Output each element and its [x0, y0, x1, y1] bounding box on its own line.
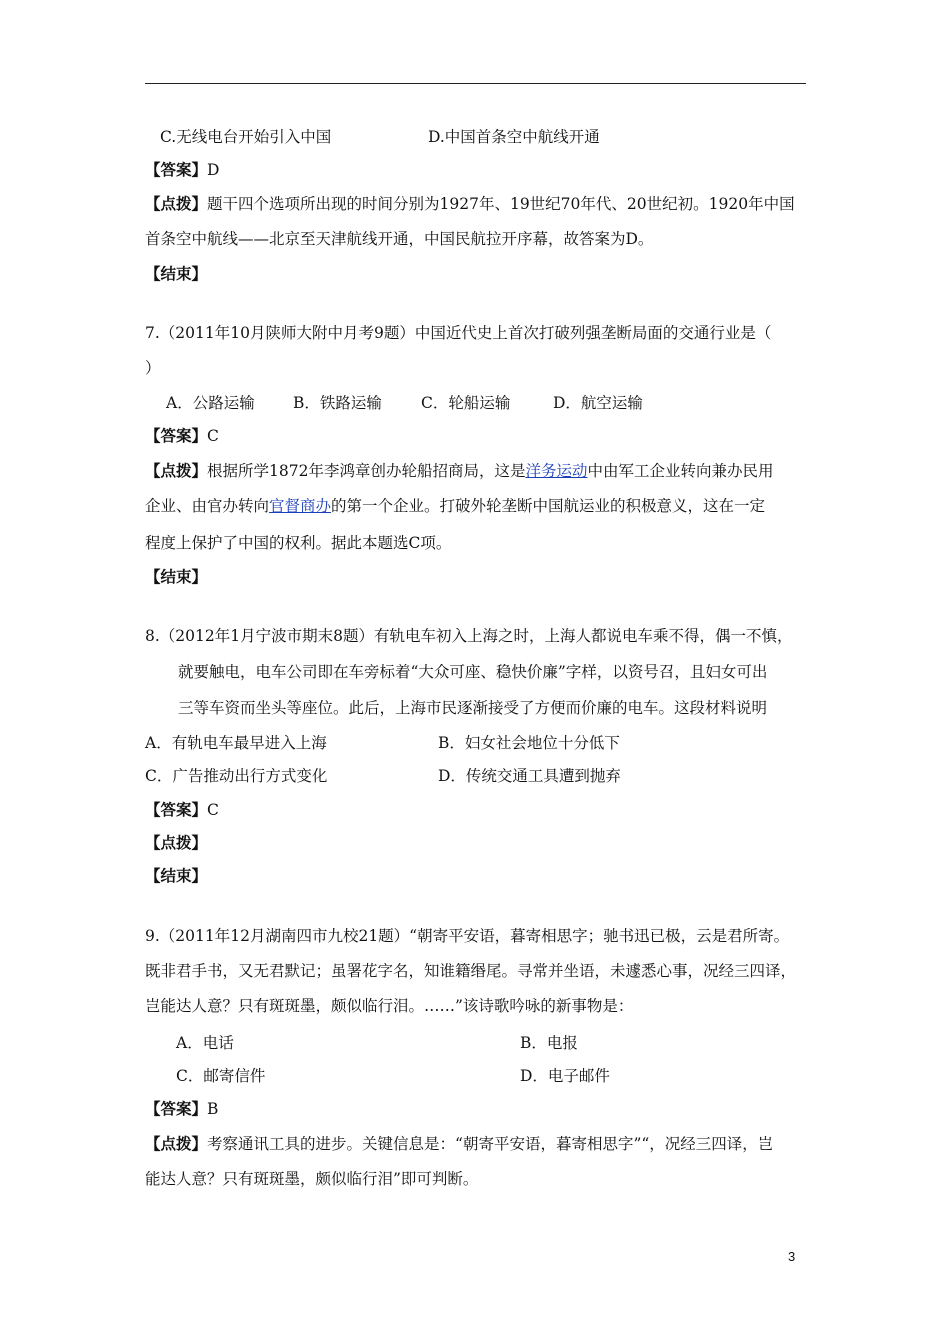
- q6-end-tag: 【结束】: [145, 264, 208, 283]
- answer-value: C: [207, 801, 219, 819]
- q9-stem-line-2: 既非君手书，又无君默记；虽署花字名，知谁籍缗尾。寻常并坐语，未遽悉心事，况经三四译，: [145, 962, 797, 980]
- link-yangwu-movement[interactable]: 洋务运动: [525, 462, 588, 480]
- q8-stem-line-3: 三等车资而坐头等座位。此后，上海市民逐渐接受了方便而价廉的电车。这段材料说明: [178, 699, 768, 717]
- hint-text: 企业、由官办转向: [145, 497, 270, 515]
- q8-option-c: C．广告推动出行方式变化: [145, 767, 328, 785]
- q8-stem-line-1: 8.（2012年1月宁波市期末8题）有轨电车初入上海之时，上海人都说电车乘不得，偶一不慎，: [145, 627, 793, 645]
- hint-text: 根据所学1872年李鸿章创办轮船招商局，这是: [207, 462, 526, 480]
- q6-answer: [145, 160, 219, 180]
- q6-hint-line-1: [145, 194, 795, 214]
- answer-tag: 【答案】: [145, 1099, 208, 1118]
- q7-hint-line-3: 程度上保护了中国的权利。据此本题选C项。: [145, 534, 452, 552]
- page-number: 3: [788, 1249, 796, 1264]
- answer-value: C: [207, 427, 219, 445]
- answer-tag: 【答案】: [145, 426, 208, 445]
- q7-option-b: B．铁路运输: [293, 394, 382, 412]
- q9-hint-line-1: [145, 1134, 773, 1154]
- hint-text: 题干四个选项所出现的时间分别为1927年、19世纪70年代、20世纪初。1920年中国: [207, 195, 795, 213]
- q8-option-b: B．妇女社会地位十分低下: [438, 734, 620, 752]
- q7-stem-line-1: 7.（2011年10月陕师大附中月考9题）中国近代史上首次打破列强垄断局面的交通行业是（: [145, 324, 772, 342]
- q7-stem-line-2: ）: [145, 359, 161, 377]
- q7-hint-line-2: [145, 496, 765, 516]
- q9-answer: [145, 1099, 218, 1119]
- q9-stem-line-3: 岂能达人意？只有斑斑墨，颇似临行泪。……”该诗歌吟咏的新事物是：: [145, 997, 634, 1015]
- q8-option-d: D．传统交通工具遭到抛弃: [438, 767, 621, 785]
- q6-option-c: C.无线电台开始引入中国: [160, 128, 332, 146]
- link-guandu-shangban[interactable]: 官督商办: [269, 497, 332, 515]
- hint-text: 考察通讯工具的进步。关键信息是：“朝寄平安语，暮寄相思字”“，况经三四译，岂: [207, 1135, 774, 1153]
- q9-stem-line-1: 9.（2011年12月湖南四市九校21题）“朝寄平安语，暮寄相思字；驰书迅已极，云是君所寄。: [145, 927, 790, 945]
- header-rule: [145, 83, 806, 84]
- answer-value: B: [207, 1100, 219, 1118]
- q8-stem-line-2: 就要触电，电车公司即在车旁标着“大众可座、稳快价廉”字样，以资号召，且妇女可出: [178, 663, 768, 681]
- q9-option-c: C．邮寄信件: [176, 1067, 266, 1085]
- q6-hint-line-2: 首条空中航线——北京至天津航线开通，中国民航拉开序幕，故答案为D。: [145, 230, 654, 248]
- hint-text: 的第一个企业。打破外轮垄断中国航运业的积极意义，这在一定: [331, 497, 766, 515]
- answer-tag: 【答案】: [145, 800, 208, 819]
- q8-hint-tag: 【点拨】: [145, 833, 208, 852]
- q7-answer: [145, 426, 219, 446]
- q7-option-c: C．轮船运输: [421, 394, 511, 412]
- hint-text: 中由军工企业转向兼办民用: [587, 462, 774, 480]
- hint-tag: 【点拨】: [145, 194, 208, 213]
- q9-option-a: A．电话: [176, 1034, 234, 1052]
- q9-option-d: D．电子邮件: [520, 1067, 610, 1085]
- q7-end-tag: 【结束】: [145, 567, 208, 586]
- q7-hint-line-1: [145, 461, 774, 481]
- q6-option-d: D.中国首条空中航线开通: [428, 128, 600, 146]
- q8-option-a: A．有轨电车最早进入上海: [145, 734, 327, 752]
- q7-option-d: D．航空运输: [553, 394, 643, 412]
- q8-end-tag: 【结束】: [145, 866, 208, 885]
- q9-hint-line-2: 能达人意？只有斑斑墨，颇似临行泪”即可判断。: [145, 1170, 479, 1188]
- answer-tag: 【答案】: [145, 160, 208, 179]
- hint-tag: 【点拨】: [145, 461, 208, 480]
- q9-option-b: B．电报: [520, 1034, 578, 1052]
- q8-answer: [145, 800, 219, 820]
- hint-tag: 【点拨】: [145, 1134, 208, 1153]
- q7-option-a: A．公路运输: [166, 394, 255, 412]
- answer-value: D: [207, 161, 220, 179]
